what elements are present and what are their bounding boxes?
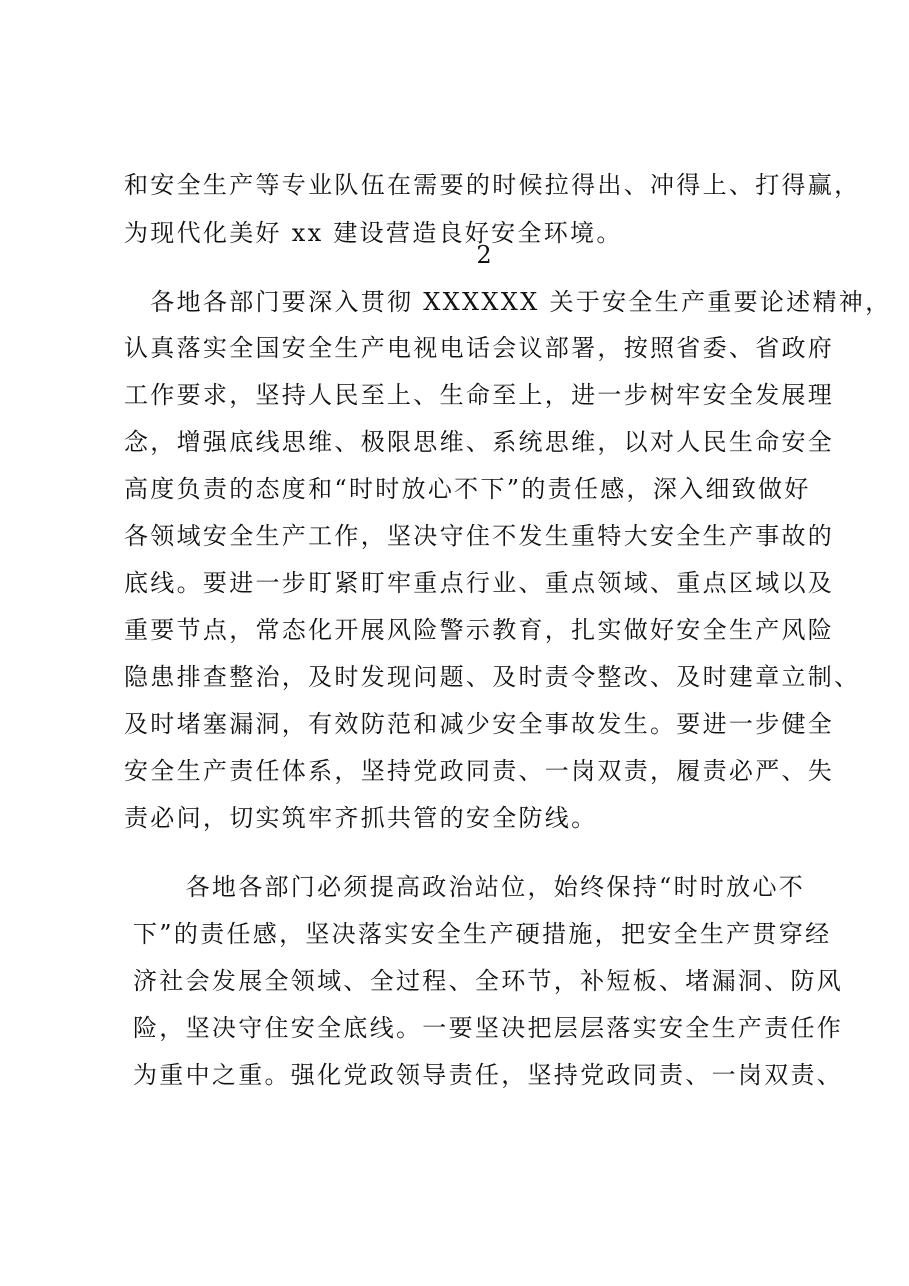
text-line: 为现代化美好 xx 建设营造良好安全环境。 xyxy=(124,219,623,247)
text-line: 重要节点，常态化开展风险警示教育，扎实做好安全生产风险 xyxy=(124,616,835,644)
text-line: 高度负责的态度和“时时放心不下”的责任感，深入细致做好 xyxy=(124,475,811,503)
text-line: 济社会发展全领域、全过程、全环节，补短板、堵漏洞、防风 xyxy=(133,967,844,995)
text-line: 险，坚决守住安全底线。一要坚决把层层落实安全生产责任作 xyxy=(133,1014,844,1042)
text-line: 为重中之重。强化党政领导责任，坚持党政同责、一岗双责、 xyxy=(133,1061,844,1089)
text-line: 各领域安全生产工作，坚决守住不发生重特大安全生产事故的 xyxy=(124,522,835,550)
text-line: 各地各部门要深入贯彻 XXXXXX 关于安全生产重要论述精神， xyxy=(124,288,892,316)
text-line: 隐患排查整治，及时发现问题、及时责令整改、及时建章立制、 xyxy=(124,663,861,691)
text-line: 念，增强底线思维、极限思维、系统思维，以对人民生命安全 xyxy=(124,428,835,456)
text-line: 各地各部门必须提高政治站位，始终保持“时时放心不 xyxy=(133,873,806,901)
text-line: 责必问，切实筑牢齐抓共管的安全防线。 xyxy=(124,804,598,832)
text-line: 认真落实全国安全生产电视电话会议部署，按照省委、省政府 xyxy=(124,334,835,362)
text-line: 和安全生产等专业队伍在需要的时候拉得出、冲得上、打得赢， xyxy=(124,171,861,199)
text-line: 下”的责任感，坚决落实安全生产硬措施，把安全生产贯穿经 xyxy=(133,920,832,948)
text-line: 工作要求，坚持人民至上、生命至上，进一步树牢安全发展理 xyxy=(124,381,835,409)
text-line: 安全生产责任体系，坚持党政同责、一岗双责，履责必严、失 xyxy=(124,757,835,785)
text-line: 底线。要进一步盯紧盯牢重点行业、重点领域、重点区域以及 xyxy=(124,569,835,597)
page-number: 2 xyxy=(476,241,492,269)
text-line: 及时堵塞漏洞，有效防范和减少安全事故发生。要进一步健全 xyxy=(124,710,835,738)
